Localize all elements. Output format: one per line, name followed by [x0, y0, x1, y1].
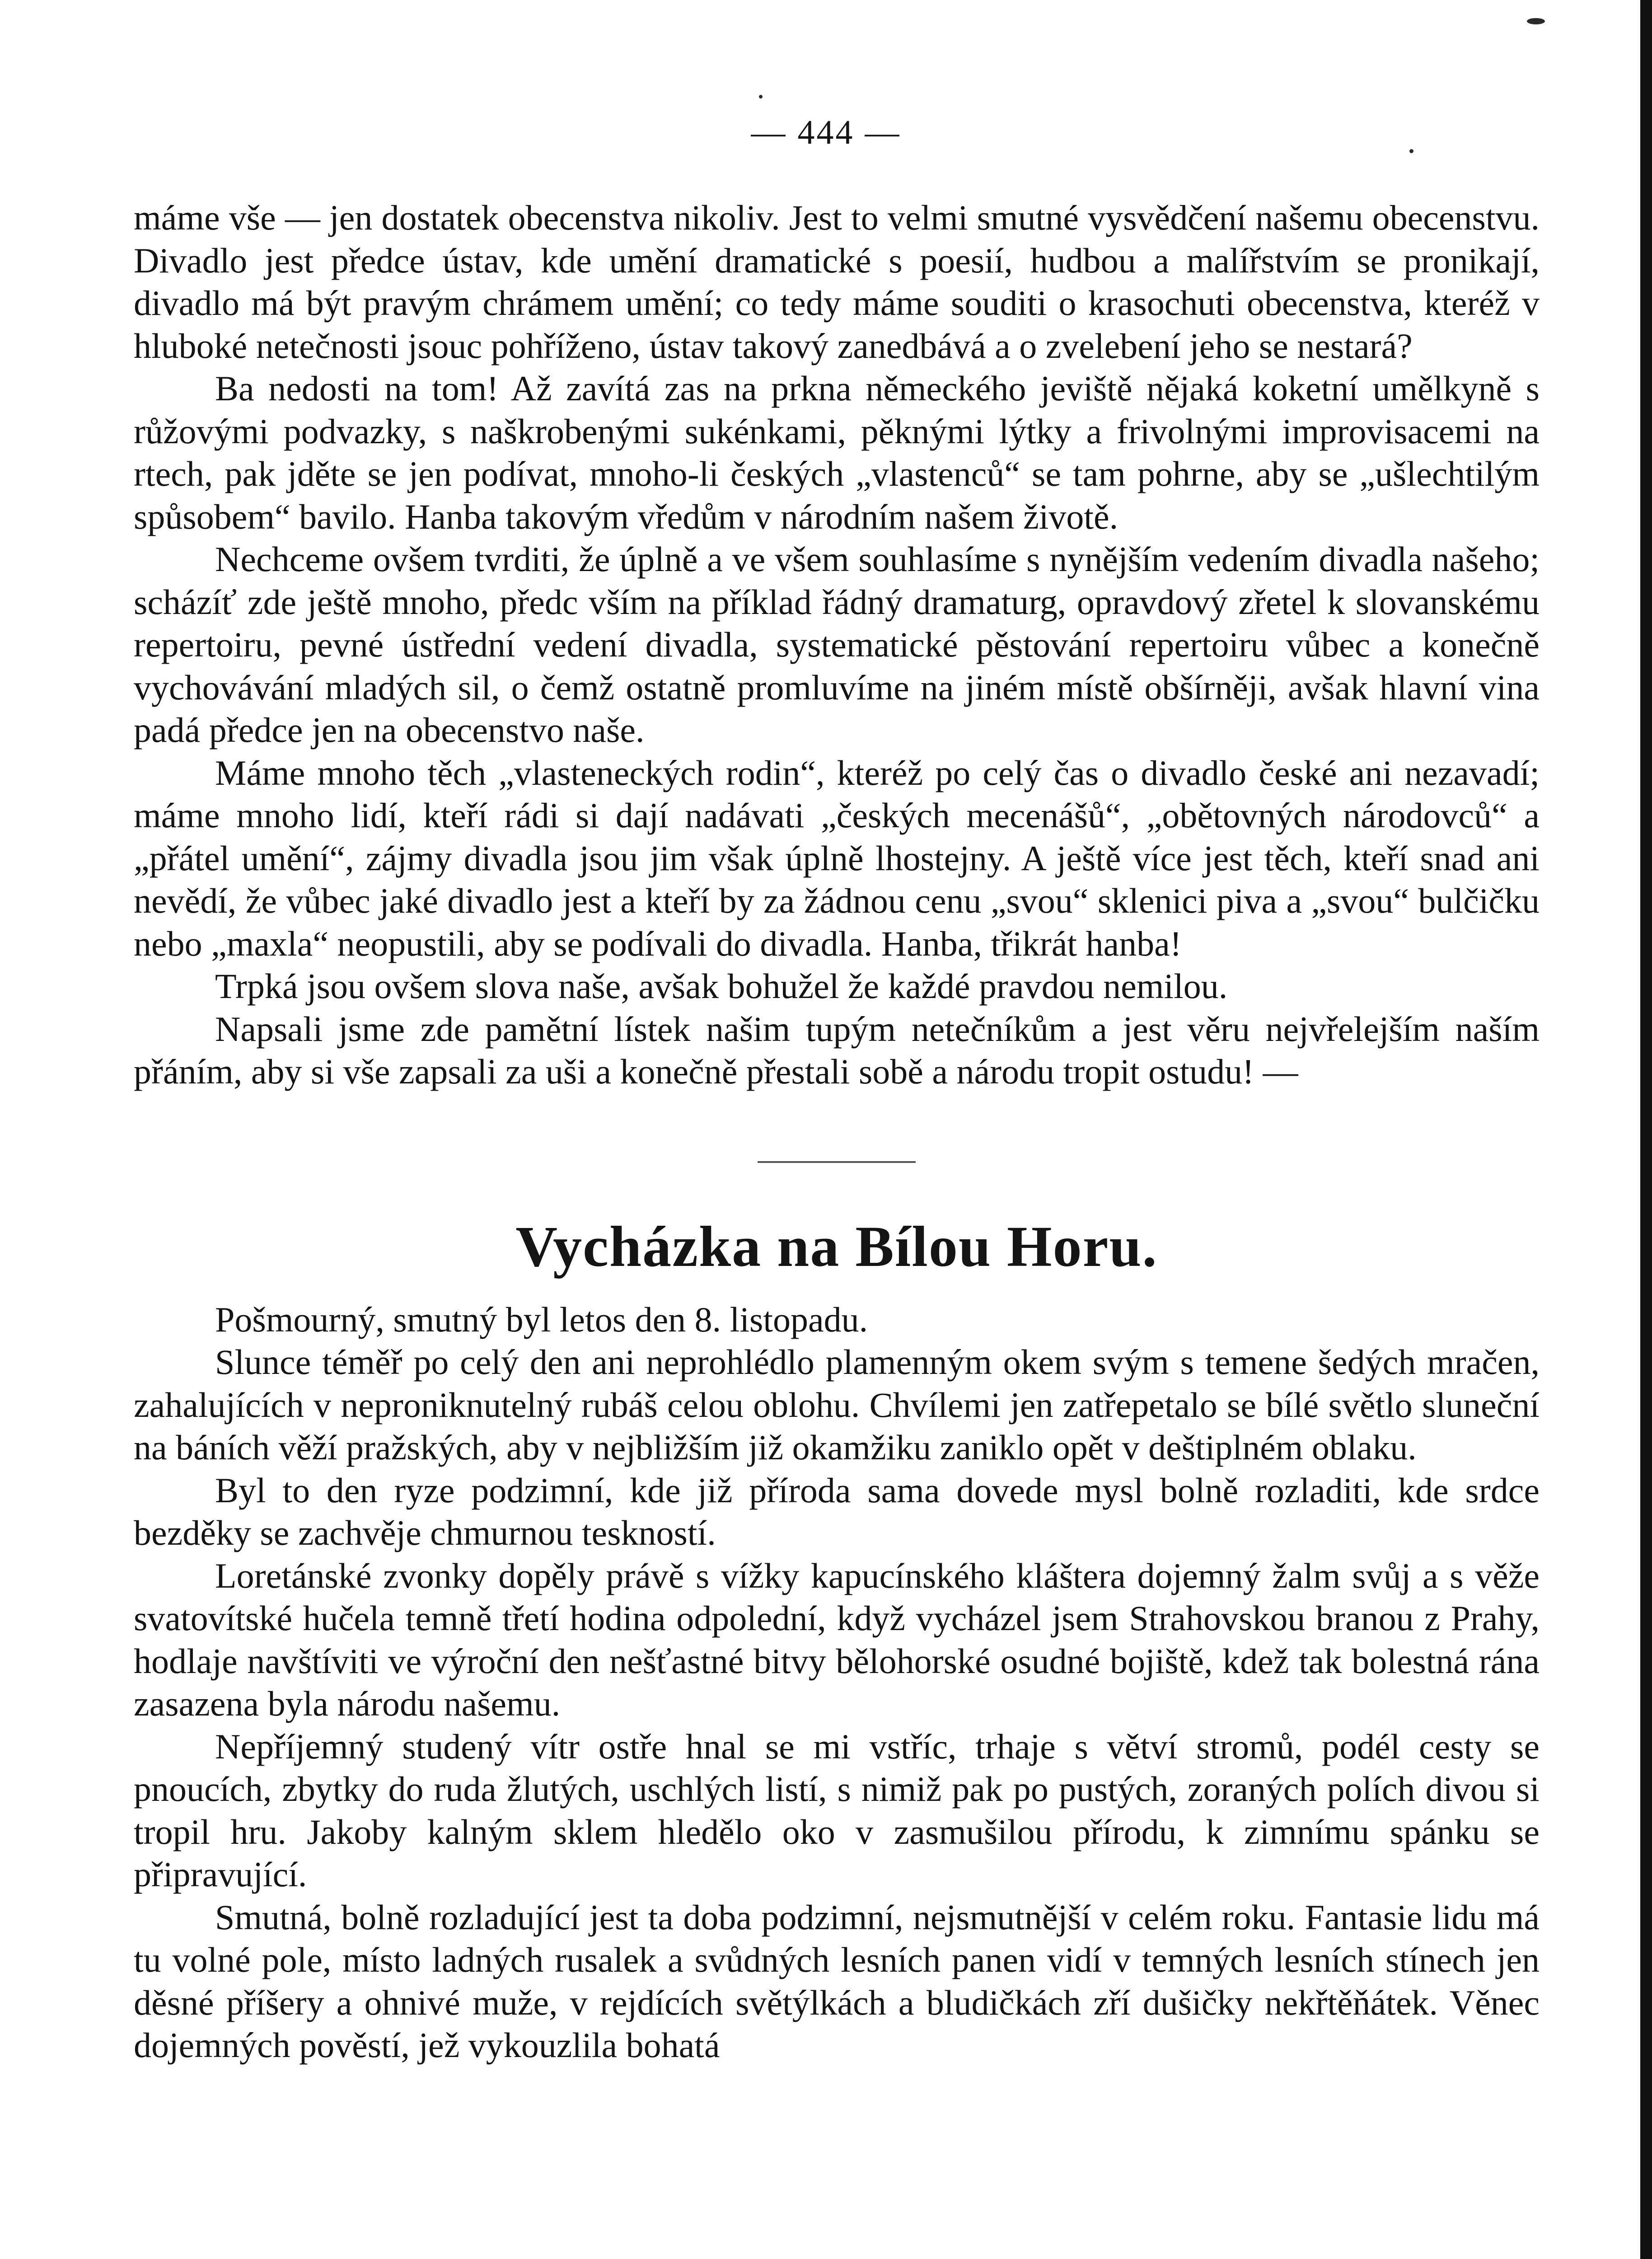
paragraph: Slunce téměř po celý den ani neprohlédlo plamenným okem svým s temene šedých mračen, zahalujících v neproniknutelný rubáš celou oblohu. Chvílemi jen zatřepetalo se bílé světlo sluneční na báních věží pražských, aby v nejbližším již okamžiku zaniklo opět v deštiplném oblaku. — [134, 1342, 1540, 1467]
paragraph: Trpká jsou ovšem slova naše, avšak bohužel že každé pravdou nemilou. — [215, 966, 1228, 1006]
article-bila-hora — [134, 1213, 1540, 2067]
scan-speck — [1527, 18, 1545, 24]
paragraph: Napsali jsme zde pamětní lístek našim tupým netečníkům a jest věru nejvřelejším naším přáním, aby si vše zapsali za uši a konečně přestali sobě a národu tropit ostudu! — — [134, 1009, 1540, 1091]
scan-border — [1640, 0, 1652, 2259]
paragraph: Máme mnoho těch „vlasteneckých rodin“, kteréž po celý čas o divadlo české ani nezavadí; máme mnoho lidí, kteří rádi si dají nadávati „českých mecenášů“, „obětovných národovců“ a „přátel umění“, zájmy divadla jsou jim však úplně lhostejny. A ještě více jest těch, kteří snad ani nevědí, že vůbec jaké divadlo jest a kteří by za žádnou cenu „svou“ sklenici piva a „svou“ bulčičku nebo „maxla“ neopustili, aby se podívali do divadla. Hanba, třikrát hanba! — [134, 753, 1540, 963]
paragraph: máme vše — jen dostatek obecenstva nikoliv. Jest to velmi smutné vysvědčení našemu obecenstvu. Divadlo jest předce ústav, kde umění dramatické s poesií, hudbou a malířstvím se pronikají, divadlo má být pravým chrámem umění; co tedy máme souditi o krasochuti obecenstva, kteréž v hluboké netečnosti jsouc pohříženo, ústav takový zanedbává a o zvelebení jeho se nestará? — [134, 198, 1540, 366]
paragraph: Ba nedosti na tom! Až zavítá zas na prkna německého jeviště nějaká koketní umělkyně s růžovými podvazky, s naškrobenými sukénkami, pěknými lýtky a frivolnými improvisacemi na rtech, pak jděte se jen podívat, mnoho-li českých „vlastenců“ se tam pohrne, aby se „ušlechtilým spůsobem“ bavilo. Hanba takovým vředům v národním našem životě. — [134, 369, 1540, 536]
scan-speck — [759, 95, 763, 98]
paragraph: Nechceme ovšem tvrditi, že úplně a ve všem souhlasíme s nynějším vedením divadla našeho; scházíť zde ještě mnoho, předc vším na příklad řádný dramaturg, opravdový zřetel k slovanskému repertoiru, pevné ústřední vedení divadla, systematické pěstování repertoiru vůbec a konečně vychovávání mladých sil, o čemž ostatně promluvíme na jiném místě obšírněji, avšak hlavní vina padá předce jen na obecenstvo naše. — [134, 539, 1540, 750]
paragraph: Nepříjemný studený vítr ostře hnal se mi vstříc, trhaje s větví stromů, podél cesty se pnoucích, zbytky do ruda žlutých, uschlých listí, s nimiž pak po pustých, zoraných polích divou si tropil hru. Jakoby kalným sklem hledělo oko v zasmušilou přírodu, k zimnímu spánku se připravující. — [134, 1726, 1540, 1894]
paragraph: Smutná, bolně rozladující jest ta doba podzimní, nejsmutnější v celém roku. Fantasie lidu má tu volné pole, místo ladných rusalek a svůdných lesních panen vidí v temných lesních stínech jen děsné příšery a ohnivé muže, v rejdících světýlkách a bludičkách zří dušičky nekřtěňátek. Věnec dojemných pověstí, jež vykouzlila bohatá — [134, 1897, 1540, 2065]
section-divider — [758, 1161, 916, 1163]
article-title: Vycházka na Bílou Horu. — [515, 1214, 1158, 1279]
paragraph: Byl to den ryze podzimní, kde již příroda sama dovede mysl bolně rozladiti, kde srdce bezděky se zachvěje chmurnou teskností. — [134, 1470, 1540, 1552]
page-body — [134, 197, 1540, 2067]
article-theatre — [134, 197, 1540, 1093]
paragraph: Loretánské zvonky dopěly právě s vížky kapucínského kláštera dojemný žalm svůj a s věže svatovítské hučela temně třetí hodina odpolední, když vycházel jsem Strahovskou branou z Prahy, hodlaje navštíviti ve výroční den nešťastné bitvy bělohorské osudné bojiště, kdež tak bolestná rána zasazena byla národu našemu. — [134, 1556, 1540, 1723]
page-number: — 444 — — [751, 113, 901, 151]
paragraph: Pošmourný, smutný byl letos den 8. listopadu. — [215, 1299, 868, 1339]
